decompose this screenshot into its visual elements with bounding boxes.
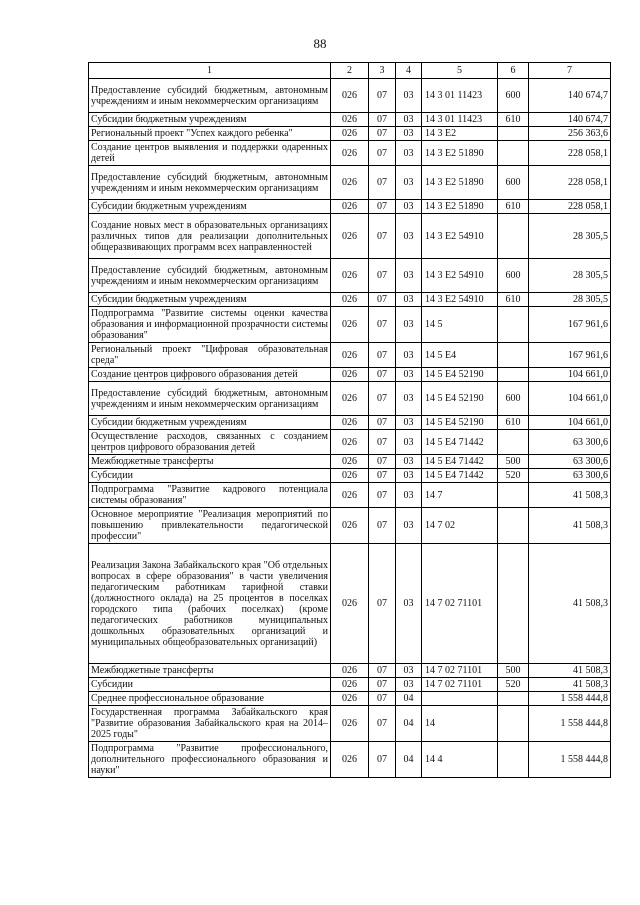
row-expense-type [498, 127, 529, 141]
row-section: 07 [369, 343, 396, 368]
row-subsection: 03 [396, 664, 422, 678]
row-subsection: 03 [396, 79, 422, 113]
row-amount: 1 558 444,8 [529, 706, 611, 742]
row-section: 07 [369, 113, 396, 127]
row-expense-type: 610 [498, 113, 529, 127]
table-row [89, 664, 611, 678]
row-name: Субсидии бюджетным учреждениям [89, 293, 331, 307]
table-row [89, 483, 611, 508]
row-ministry-code: 026 [331, 259, 369, 293]
row-target-article: 14 5 E4 52190 [422, 368, 498, 382]
row-ministry-code: 026 [331, 692, 369, 706]
row-subsection: 03 [396, 343, 422, 368]
row-expense-type [498, 343, 529, 368]
table-row [89, 141, 611, 166]
row-name: Среднее профессиональное образование [89, 692, 331, 706]
row-target-article: 14 3 E2 54910 [422, 259, 498, 293]
row-expense-type [498, 508, 529, 544]
row-target-article: 14 7 02 [422, 508, 498, 544]
row-name: Межбюджетные трансферты [89, 455, 331, 469]
row-expense-type [498, 368, 529, 382]
header-col-6: 6 [498, 63, 529, 79]
row-section: 07 [369, 141, 396, 166]
row-target-article: 14 5 E4 52190 [422, 416, 498, 430]
row-ministry-code: 026 [331, 544, 369, 664]
row-ministry-code: 026 [331, 664, 369, 678]
table-row [89, 113, 611, 127]
row-section: 07 [369, 469, 396, 483]
table-row [89, 382, 611, 416]
table-header-row [89, 63, 611, 79]
row-name: Региональный проект "Успех каждого ребенка" [89, 127, 331, 141]
row-ministry-code: 026 [331, 382, 369, 416]
row-ministry-code: 026 [331, 127, 369, 141]
table-row [89, 508, 611, 544]
row-section: 07 [369, 455, 396, 469]
row-expense-type [498, 706, 529, 742]
row-target-article: 14 5 E4 71442 [422, 430, 498, 455]
row-amount: 104 661,0 [529, 382, 611, 416]
table-row [89, 544, 611, 664]
row-target-article: 14 3 01 11423 [422, 79, 498, 113]
row-ministry-code: 026 [331, 343, 369, 368]
table-row [89, 259, 611, 293]
table-row [89, 692, 611, 706]
row-name: Подпрограмма "Развитие профессионального, дополнительного профессионального образования и науки" [89, 742, 331, 778]
row-amount: 228 058,1 [529, 200, 611, 214]
row-ministry-code: 026 [331, 113, 369, 127]
row-ministry-code: 026 [331, 742, 369, 778]
row-subsection: 04 [396, 742, 422, 778]
row-amount: 28 305,5 [529, 214, 611, 259]
table-row [89, 368, 611, 382]
budget-table [88, 62, 611, 778]
row-expense-type: 610 [498, 200, 529, 214]
row-name: Осуществление расходов, связанных с созданием центров цифрового образования детей [89, 430, 331, 455]
row-subsection: 04 [396, 706, 422, 742]
row-section: 07 [369, 293, 396, 307]
row-name: Субсидии [89, 678, 331, 692]
table-row [89, 166, 611, 200]
row-subsection: 03 [396, 455, 422, 469]
row-expense-type [498, 544, 529, 664]
row-amount: 228 058,1 [529, 141, 611, 166]
table-row [89, 416, 611, 430]
row-target-article: 14 3 01 11423 [422, 113, 498, 127]
header-col-2: 2 [331, 63, 369, 79]
row-ministry-code: 026 [331, 430, 369, 455]
table-row [89, 293, 611, 307]
row-amount: 41 508,3 [529, 544, 611, 664]
row-ministry-code: 026 [331, 483, 369, 508]
row-target-article: 14 3 E2 54910 [422, 214, 498, 259]
row-section: 07 [369, 508, 396, 544]
row-expense-type: 520 [498, 678, 529, 692]
row-subsection: 03 [396, 166, 422, 200]
row-subsection: 03 [396, 259, 422, 293]
row-amount: 104 661,0 [529, 416, 611, 430]
row-ministry-code: 026 [331, 416, 369, 430]
row-section: 07 [369, 259, 396, 293]
row-section: 07 [369, 742, 396, 778]
row-name: Региональный проект "Цифровая образовательная среда" [89, 343, 331, 368]
row-ministry-code: 026 [331, 368, 369, 382]
row-amount: 41 508,3 [529, 508, 611, 544]
row-name: Подпрограмма "Развитие системы оценки качества образования и информационной прозрачности системы образования" [89, 307, 331, 343]
row-name: Предоставление субсидий бюджетным, автономным учреждениям и иным некоммерческим организациям [89, 166, 331, 200]
row-expense-type [498, 307, 529, 343]
row-name: Создание центров выявления и поддержки одаренных детей [89, 141, 331, 166]
row-name: Создание центров цифрового образования детей [89, 368, 331, 382]
row-ministry-code: 026 [331, 469, 369, 483]
row-subsection: 03 [396, 214, 422, 259]
row-expense-type: 600 [498, 259, 529, 293]
row-section: 07 [369, 706, 396, 742]
row-expense-type [498, 430, 529, 455]
row-expense-type: 500 [498, 455, 529, 469]
header-col-7: 7 [529, 63, 611, 79]
row-target-article: 14 [422, 706, 498, 742]
row-amount: 140 674,7 [529, 113, 611, 127]
table-row [89, 200, 611, 214]
row-subsection: 03 [396, 544, 422, 664]
row-name: Предоставление субсидий бюджетным, автономным учреждениям и иным некоммерческим организациям [89, 259, 331, 293]
row-name: Субсидии [89, 469, 331, 483]
row-amount: 28 305,5 [529, 293, 611, 307]
table-row [89, 79, 611, 113]
row-target-article: 14 5 E4 71442 [422, 455, 498, 469]
row-expense-type: 600 [498, 166, 529, 200]
row-expense-type: 610 [498, 416, 529, 430]
row-target-article: 14 7 [422, 483, 498, 508]
row-amount: 140 674,7 [529, 79, 611, 113]
row-name: Субсидии бюджетным учреждениям [89, 113, 331, 127]
header-col-5: 5 [422, 63, 498, 79]
row-target-article [422, 692, 498, 706]
row-section: 07 [369, 430, 396, 455]
table-row [89, 127, 611, 141]
row-target-article: 14 7 02 71101 [422, 678, 498, 692]
row-section: 07 [369, 79, 396, 113]
table-row [89, 214, 611, 259]
row-section: 07 [369, 416, 396, 430]
row-subsection: 03 [396, 127, 422, 141]
row-ministry-code: 026 [331, 293, 369, 307]
row-target-article: 14 7 02 71101 [422, 664, 498, 678]
table-row [89, 430, 611, 455]
row-amount: 256 363,6 [529, 127, 611, 141]
table-row [89, 742, 611, 778]
row-target-article: 14 3 E2 51890 [422, 200, 498, 214]
row-name: Предоставление субсидий бюджетным, автономным учреждениям и иным некоммерческим организациям [89, 79, 331, 113]
row-subsection: 03 [396, 469, 422, 483]
row-section: 07 [369, 483, 396, 508]
page-number: 88 [313, 36, 327, 51]
row-amount: 1 558 444,8 [529, 742, 611, 778]
row-expense-type [498, 141, 529, 166]
header-col-1: 1 [89, 63, 331, 79]
row-target-article: 14 3 E2 51890 [422, 166, 498, 200]
row-amount: 63 300,6 [529, 455, 611, 469]
table-row [89, 455, 611, 469]
row-ministry-code: 026 [331, 678, 369, 692]
row-section: 07 [369, 214, 396, 259]
row-name: Реализация Закона Забайкальского края "Об отдельных вопросах в сфере образования" в части увеличения педагогическим работникам тарифной ставки (должностного оклада) на 25 процентов в поселках городского типа (рабочих поселках) (кроме педагогических работников муниципальных дошкольных образовательных организаций и муниципальных общеобразовательных организаций) [89, 544, 331, 664]
row-section: 07 [369, 544, 396, 664]
row-amount: 41 508,3 [529, 664, 611, 678]
row-amount: 167 961,6 [529, 343, 611, 368]
row-target-article: 14 5 E4 52190 [422, 382, 498, 416]
row-expense-type [498, 483, 529, 508]
table-row [89, 343, 611, 368]
row-name: Подпрограмма "Развитие кадрового потенциала системы образования" [89, 483, 331, 508]
row-section: 07 [369, 664, 396, 678]
row-section: 07 [369, 127, 396, 141]
row-target-article: 14 7 02 71101 [422, 544, 498, 664]
row-name: Основное мероприятие "Реализация мероприятий по повышению привлекательности педагогической профессии" [89, 508, 331, 544]
row-expense-type [498, 692, 529, 706]
row-name: Предоставление субсидий бюджетным, автономным учреждениям и иным некоммерческим организациям [89, 382, 331, 416]
table-row [89, 469, 611, 483]
header-col-3: 3 [369, 63, 396, 79]
row-target-article: 14 3 E2 51890 [422, 141, 498, 166]
header-col-4: 4 [396, 63, 422, 79]
row-amount: 1 558 444,8 [529, 692, 611, 706]
row-name: Государственная программа Забайкальского края "Развитие образования Забайкальского края на 2014–2025 годы" [89, 706, 331, 742]
row-subsection: 03 [396, 483, 422, 508]
row-amount: 63 300,6 [529, 430, 611, 455]
row-ministry-code: 026 [331, 307, 369, 343]
row-subsection: 03 [396, 200, 422, 214]
row-name: Субсидии бюджетным учреждениям [89, 200, 331, 214]
row-expense-type: 600 [498, 382, 529, 416]
row-subsection: 03 [396, 113, 422, 127]
row-subsection: 03 [396, 307, 422, 343]
row-target-article: 14 5 E4 [422, 343, 498, 368]
row-expense-type: 600 [498, 79, 529, 113]
row-subsection: 03 [396, 293, 422, 307]
row-section: 07 [369, 200, 396, 214]
row-section: 07 [369, 692, 396, 706]
row-section: 07 [369, 368, 396, 382]
row-ministry-code: 026 [331, 706, 369, 742]
row-target-article: 14 3 E2 [422, 127, 498, 141]
row-subsection: 03 [396, 382, 422, 416]
row-expense-type [498, 742, 529, 778]
row-ministry-code: 026 [331, 455, 369, 469]
row-amount: 104 661,0 [529, 368, 611, 382]
row-amount: 41 508,3 [529, 483, 611, 508]
row-subsection: 03 [396, 430, 422, 455]
row-expense-type [498, 214, 529, 259]
row-subsection: 03 [396, 416, 422, 430]
row-ministry-code: 026 [331, 166, 369, 200]
row-subsection: 03 [396, 368, 422, 382]
row-target-article: 14 4 [422, 742, 498, 778]
row-amount: 63 300,6 [529, 469, 611, 483]
table-row [89, 706, 611, 742]
row-name: Субсидии бюджетным учреждениям [89, 416, 331, 430]
row-amount: 28 305,5 [529, 259, 611, 293]
row-expense-type: 520 [498, 469, 529, 483]
row-section: 07 [369, 678, 396, 692]
row-ministry-code: 026 [331, 79, 369, 113]
row-amount: 228 058,1 [529, 166, 611, 200]
row-amount: 167 961,6 [529, 307, 611, 343]
row-ministry-code: 026 [331, 200, 369, 214]
table-row [89, 678, 611, 692]
row-ministry-code: 026 [331, 508, 369, 544]
row-target-article: 14 3 E2 54910 [422, 293, 498, 307]
row-expense-type: 500 [498, 664, 529, 678]
row-section: 07 [369, 166, 396, 200]
row-subsection: 04 [396, 692, 422, 706]
row-subsection: 03 [396, 141, 422, 166]
row-target-article: 14 5 [422, 307, 498, 343]
row-name: Создание новых мест в образовательных организациях различных типов для реализации дополнительных общеразвивающих программ всех направленностей [89, 214, 331, 259]
row-amount: 41 508,3 [529, 678, 611, 692]
row-ministry-code: 026 [331, 214, 369, 259]
row-section: 07 [369, 307, 396, 343]
row-expense-type: 610 [498, 293, 529, 307]
row-name: Межбюджетные трансферты [89, 664, 331, 678]
row-target-article: 14 5 E4 71442 [422, 469, 498, 483]
row-section: 07 [369, 382, 396, 416]
table-row [89, 307, 611, 343]
row-subsection: 03 [396, 678, 422, 692]
row-ministry-code: 026 [331, 141, 369, 166]
row-subsection: 03 [396, 508, 422, 544]
